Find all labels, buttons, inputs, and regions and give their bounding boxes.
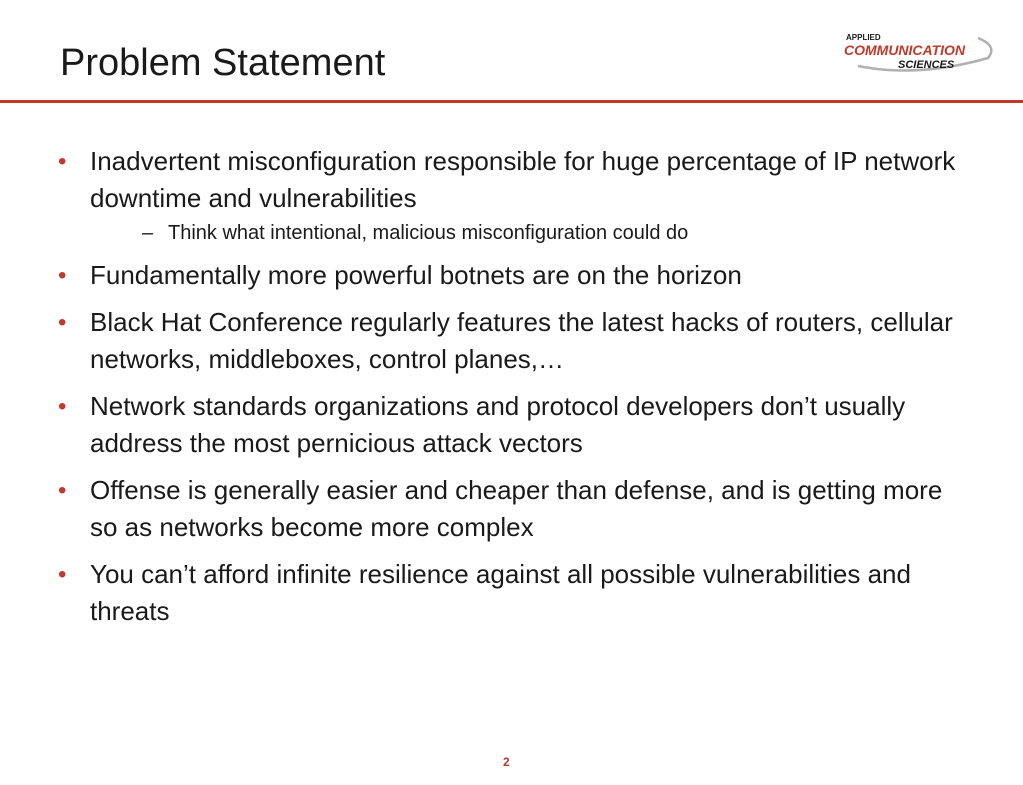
company-logo	[838, 28, 998, 80]
bullet-list	[58, 143, 958, 640]
bullet-marker: •	[58, 477, 67, 504]
bullet-item	[58, 556, 958, 630]
bullet-marker: •	[58, 262, 67, 289]
bullet-text: Offense is generally easier and cheaper than defense, and is getting more so as networks become more complex	[90, 475, 943, 542]
sub-bullet-text: Think what intentional, malicious misconfiguration could do	[168, 222, 689, 244]
logo-line3: SCIENCES	[898, 59, 955, 71]
sub-bullet-marker: –	[142, 222, 154, 244]
bullet-text: Black Hat Conference regularly features the latest hacks of routers, cellular networks, middleboxes, control planes,…	[90, 307, 953, 374]
bullet-item	[58, 143, 958, 247]
sub-bullet-item	[124, 219, 958, 247]
bullet-text: Network standards organizations and protocol developers don’t usually address the most pernicious attack vectors	[90, 391, 906, 458]
title-divider	[0, 100, 1023, 103]
bullet-item	[58, 472, 958, 546]
bullet-text: You can’t afford infinite resilience against all possible vulnerabilities and threats	[90, 559, 911, 626]
bullet-item	[58, 304, 958, 378]
bullet-text: Inadvertent misconfiguration responsible for huge percentage of IP network downtime and vulnerabilities	[90, 146, 956, 213]
logo-line1: APPLIED	[846, 33, 881, 42]
slide-title: Problem Statement	[60, 42, 386, 84]
bullet-marker: •	[58, 148, 67, 175]
bullet-marker: •	[58, 393, 67, 420]
bullet-item	[58, 388, 958, 462]
bullet-marker: •	[58, 309, 67, 336]
bullet-marker: •	[58, 561, 67, 588]
bullet-item	[58, 257, 958, 294]
page-number: 2	[503, 755, 510, 769]
logo-line2: COMMUNICATION	[844, 42, 966, 58]
bullet-text: Fundamentally more powerful botnets are on the horizon	[90, 260, 742, 290]
